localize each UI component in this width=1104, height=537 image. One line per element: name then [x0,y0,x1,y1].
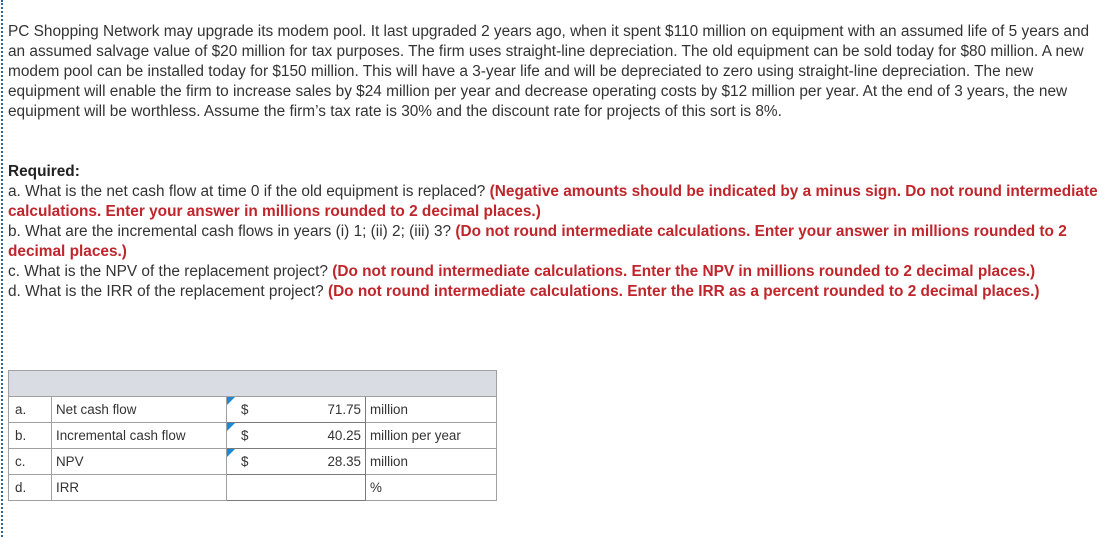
row-unit: % [366,475,497,501]
answer-table-header [9,371,497,397]
flag-icon [227,423,235,431]
currency-symbol: $ [241,454,249,469]
flag-icon [227,397,235,405]
answer-row-d [9,475,497,501]
required-heading: Required: [8,163,80,180]
row-unit: million [366,449,497,475]
answer-value: 28.35 [327,454,361,469]
row-label: IRR [52,475,227,501]
left-border [1,0,3,537]
question-d: d. What is the IRR of the replacement project? (Do not round intermediate calculations. Enter the IRR as a percent rounded to 2 decimal places.) [8,283,1040,300]
net-cash-flow-input[interactable] [227,397,366,423]
row-label: NPV [52,449,227,475]
currency-symbol: $ [241,428,249,443]
npv-input[interactable] [227,449,366,475]
answer-value: 40.25 [327,428,361,443]
question-c: c. What is the NPV of the replacement project? (Do not round intermediate calculations. Enter the NPV in millions rounded to 2 decimal places.) [8,263,1036,280]
irr-input[interactable] [227,475,366,501]
row-label: Incremental cash flow [52,423,227,449]
row-label: Net cash flow [52,397,227,423]
row-letter: c. [9,449,52,475]
answer-table [8,370,497,501]
currency-symbol: $ [241,402,249,417]
question-a-hint: (Negative amounts should be indicated by a minus sign. Do not round intermediate calculations. Enter your answer in millions rounded to 2 decimal places.) [8,183,1098,220]
row-letter: b. [9,423,52,449]
answer-row-b [9,423,497,449]
answer-row-a [9,397,497,423]
answer-value: 71.75 [327,402,361,417]
question-b-hint: (Do not round intermediate calculations. Enter your answer in millions rounded to 2 decimal places.) [8,223,1067,260]
question-d-hint: (Do not round intermediate calculations. Enter the IRR as a percent rounded to 2 decimal places.) [327,283,1040,300]
row-letter: a. [9,397,52,423]
question-c-hint: (Do not round intermediate calculations. Enter the NPV in millions rounded to 2 decimal places.) [332,263,1036,280]
flag-icon [227,449,235,457]
required-section [8,162,1098,302]
problem-statement: PC Shopping Network may upgrade its modem pool. It last upgraded 2 years ago, when it spent $110 million on equipment with an assumed life of 5 years and an assumed salvage value of $20 million for tax purposes. The firm uses straight-line depreciation. The old equipment can be sold today for $80 million. A new modem pool can be installed today for $150 million. This will have a 3-year life and will be depreciated to zero using straight-line depreciation. The new equipment will enable the firm to increase sales by $24 million per year and decrease operating costs by $12 million per year. At the end of 3 years, the new equipment will be worthless. Assume the firm’s tax rate is 30% and the discount rate for projects of this sort is 8%. [8,23,1090,120]
question-a: a. What is the net cash flow at time 0 if the old equipment is replaced? (Negative amounts should be indicated by a minus sign. Do not round intermediate calculations. Enter your answer in millions rounded to 2 decimal places.) [8,183,1098,220]
row-unit: million per year [366,423,497,449]
row-letter: d. [9,475,52,501]
answer-row-c [9,449,497,475]
row-unit: million [366,397,497,423]
question-b: b. What are the incremental cash flows in years (i) 1; (ii) 2; (iii) 3? (Do not round intermediate calculations. Enter your answer in millions rounded to 2 decimal places.) [8,223,1067,260]
incremental-cash-flow-input[interactable] [227,423,366,449]
